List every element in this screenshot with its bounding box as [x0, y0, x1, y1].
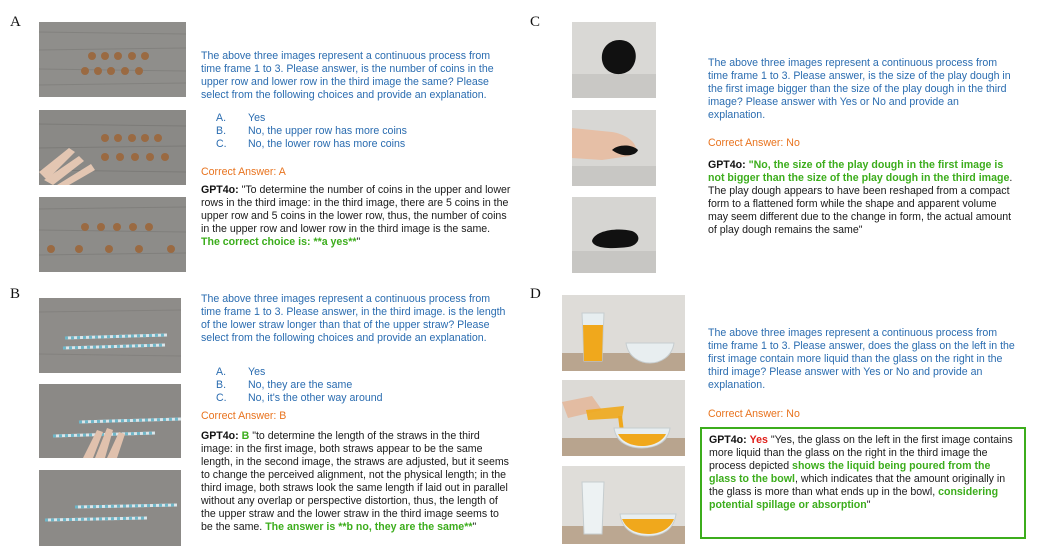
response-highlight: shows the liquid being poured from the glass to the bowl	[709, 460, 991, 485]
panel-a-correct-answer: Correct Answer: A	[201, 166, 286, 178]
model-choice: Yes	[749, 434, 768, 446]
model-label: GPT4o:	[708, 159, 746, 171]
liquid-image-1	[562, 295, 685, 371]
playdough-image-3	[572, 197, 656, 273]
response-text: , which indicates that the amount originally in the glass is more than what ends up in the bowl,	[709, 473, 1006, 498]
response-text: "Yes, the glass on the left in the first image contains more liquid than the glass on the right in the third image the process depicted	[709, 434, 1013, 472]
model-label: GPT4o:	[709, 434, 747, 446]
response-highlight: The correct choice is: **a yes**	[201, 236, 357, 248]
choice-row	[216, 112, 506, 125]
response-highlight: considering potential spillage or absorption	[709, 486, 999, 511]
choice-row	[216, 366, 506, 379]
choice-row	[216, 125, 506, 138]
panel-b-response	[201, 430, 513, 534]
choice-key: A.	[216, 112, 227, 124]
panel-a-response	[201, 184, 511, 249]
response-text: "To determine the number of coins in the upper and lower rows in the third image: in the third image, there are 5 coins in the upper row and 5 coins in the lower row, thus, the number of coins in the upper row and lower row in the third image is the same.	[201, 184, 511, 235]
choice-text: No, the upper row has more coins	[248, 125, 407, 137]
panel-a-question: The above three images represent a continuous process from time frame 1 to 3. Please answer, is the number of coins in the upper row and lower row in the third image the same? Please select from the following choices and provide an explanation.	[201, 50, 494, 101]
straws-image-3	[39, 470, 181, 546]
response-text: "to determine the length of the straws in the third image: in the first image, both straws appear to be the same length, in the second image, the straws are adjusted, but it seems to change the perceived alignment, not the physical length; in the third image, both straws look the same length if laid out in parallel without any overlap or perspective distortion, thus, the length of the upper straw and the lower straw in the third image seems to be the same.	[201, 430, 509, 533]
liquid-image-3	[562, 466, 685, 544]
choice-row	[216, 138, 506, 151]
choice-text: Yes	[248, 366, 266, 378]
choice-row	[216, 379, 506, 392]
choice-key: B.	[216, 125, 227, 137]
panel-b-question: The above three images represent a continuous process from time frame 1 to 3. Please answer, in the third image. is the length of the lower straw longer than that of the upper straw? Please select from the following choices and provide an explanation.	[201, 293, 506, 344]
choice-text: No, they are the same	[248, 379, 353, 391]
panel-letter-c: C	[530, 14, 541, 30]
straws-image-2	[39, 384, 181, 458]
response-highlight: The answer is **b no, they are the same**	[265, 521, 473, 533]
choice-key: C.	[216, 392, 227, 404]
coins-image-1	[39, 22, 186, 97]
panel-d-question: The above three images represent a continuous process from time frame 1 to 3. Please answer, does the glass on the left in the first image contain more liquid than the glass on the right in the third image? Please answer with Yes or No and provide an explanation.	[708, 327, 1015, 391]
playdough-image-2	[572, 110, 656, 186]
choice-text: No, it's the other way around	[248, 392, 383, 404]
choice-row	[216, 392, 506, 405]
panel-c-correct-answer: Correct Answer: No	[708, 137, 800, 149]
response-highlight: "No, the size of the play dough in the first image is not bigger than the size of the play dough in the third image	[708, 159, 1010, 184]
panel-d-response-box	[700, 427, 1026, 539]
panel-letter-b: B	[10, 286, 21, 302]
response-end: "	[356, 236, 361, 248]
response-end: "	[472, 521, 477, 533]
response-text: . The play dough appears to have been reshaped from a compact form to a flattened form while the shape and apparent volume may seem different due to the change in form, the actual amount of play dough remains the same"	[708, 172, 1013, 236]
coins-image-3	[39, 197, 186, 272]
panel-letter-a: A	[10, 14, 21, 30]
straws-image-1	[39, 298, 181, 373]
choice-text: Yes	[248, 112, 266, 124]
choice-key: B.	[216, 379, 227, 391]
playdough-image-1	[572, 22, 656, 98]
model-label: GPT4o:	[201, 430, 239, 442]
coins-image-2	[39, 110, 186, 185]
panel-c-question: The above three images represent a continuous process from time frame 1 to 3. Please answer, is the size of the play dough in the first image bigger than the size of the play dough in the third image? Please answer with Yes or No and provide an explanation.	[708, 57, 1011, 121]
choice-text: No, the lower row has more coins	[248, 138, 406, 150]
model-label: GPT4o:	[201, 184, 239, 196]
panel-b-choices	[216, 366, 506, 405]
model-choice: B	[241, 430, 250, 442]
liquid-image-2	[562, 380, 685, 456]
choice-key: A.	[216, 366, 227, 378]
panel-letter-d: D	[530, 286, 541, 302]
panel-a-choices	[216, 112, 506, 151]
choice-key: C.	[216, 138, 227, 150]
response-end: "	[866, 499, 871, 511]
panel-c-response	[708, 159, 1018, 237]
panel-d-correct-answer: Correct Answer: No	[708, 408, 800, 420]
panel-b-correct-answer: Correct Answer: B	[201, 410, 287, 422]
